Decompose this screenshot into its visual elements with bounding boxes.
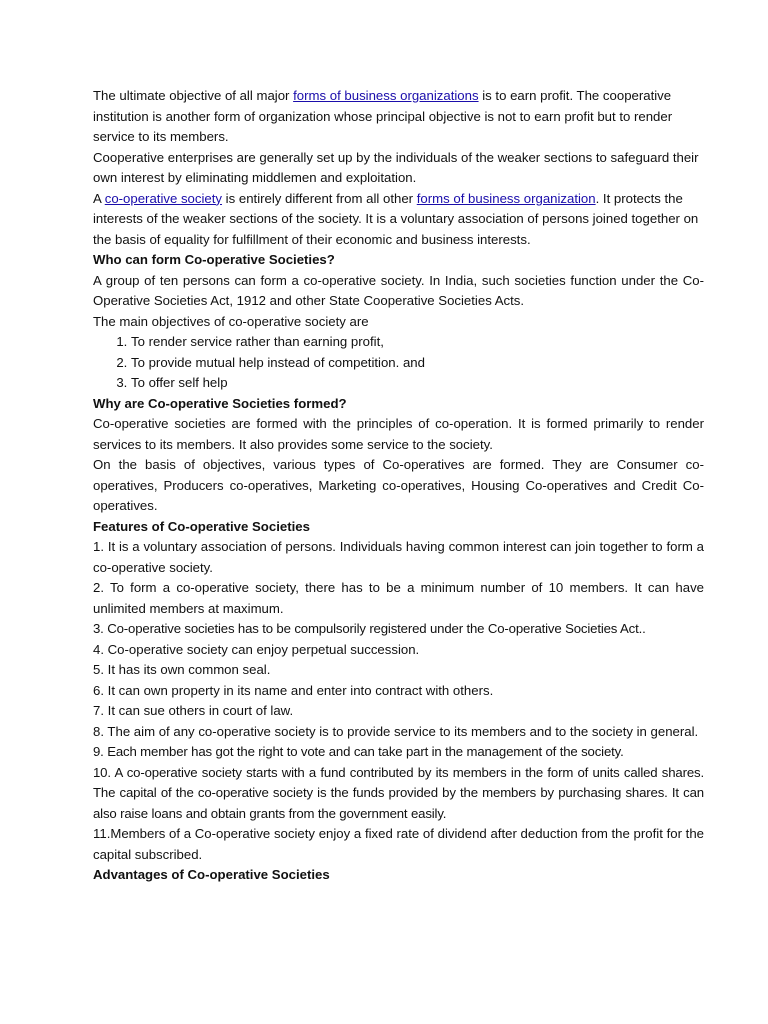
forms-of-business-organization-link[interactable]: forms of business organization [416,190,596,206]
feature-item: 9. Each member has got the right to vote and can take part in the management of the society. [93,744,624,759]
intro-paragraph-1 [93,86,704,148]
forms-of-business-organizations-link[interactable]: forms of business organizations [293,88,479,103]
intro-text: is entirely different from all other [222,190,417,206]
who-paragraph: A group of ten persons can form a co-operative society. In India, such societies function under the Co-Operative Societies Act, 1912 and other State Cooperative Societies Acts. [93,272,704,308]
feature-item: 4. Co-operative society can enjoy perpetual succession. [93,641,420,657]
feature-item: 3. Co-operative societies has to be compulsorily registered under the Co-operative Societies Act.. [93,621,646,636]
document-page [93,86,704,886]
co-operative-society-link[interactable]: co-operative society [104,190,223,206]
feature-item: 10. A co-operative society starts with a fund contributed by its members in the form of units called shares. The capital of the co-operative society is the funds provided by the members by purchasing shares. It can also raise loans and obtain grants from the government easily. [93,764,704,821]
feature-item: 7. It can sue others in court of law. [93,703,294,718]
intro-text: is to earn profit. The cooperative institution is another form of organization whose principal objective is not to earn profit but to render service to its members. [93,88,673,144]
why-paragraph-2: On the basis of objectives, various types of Co-operatives are formed. They are Consumer co-operatives, Producers co-operatives, Marketing co-operatives, Housing Co-operatives and Credit Co-operatives. [93,457,704,513]
intro-text: The ultimate objective of all major [93,88,294,103]
features-heading: Features of Co-operative Societies [93,518,310,534]
objectives-intro: The main objectives of co-operative society are [93,313,369,329]
objective-item: 2. To provide mutual help instead of competition. and [131,353,704,374]
feature-item: 1. It is a voluntary association of persons. Individuals having common interest can join together to form a co-operative society. [93,539,704,575]
feature-item: 5. It has its own common seal. [93,662,271,677]
intro-text: A [93,190,105,206]
feature-item: 11.Members of a Co-operative society enjoy a fixed rate of dividend after deduction from the profit for the capital subscribed. [93,826,704,862]
intro-paragraph-2: Cooperative enterprises are generally set up by the individuals of the weaker sections to safeguard their own interest by eliminating middlemen and exploitation. [93,149,699,185]
intro-text: . It protects the interests of the weaker sections of the society. It is a voluntary association of persons joined together on the basis of equality for fulfillment of their economic and business interests. [93,190,699,247]
feature-item: 2. To form a co-operative society, there has to be a minimum number of 10 members. It can have unlimited members at maximum. [93,580,704,616]
why-formed-heading: Why are Co-operative Societies formed? [93,395,347,411]
feature-item: 8. The aim of any co-operative society is to provide service to its members and to the society in general. [93,723,699,739]
objective-item: 1. To render service rather than earning profit, [131,332,704,353]
objectives-list [93,332,704,394]
intro-paragraph-3 [93,189,704,251]
why-paragraph-1: Co-operative societies are formed with the principles of co-operation. It is formed primarily to render services to its members. It also provides some service to the society. [93,416,704,452]
who-can-form-heading: Who can form Co-operative Societies? [93,252,335,267]
feature-item: 6. It can own property in its name and enter into contract with others. [93,682,494,698]
advantages-heading: Advantages of Co-operative Societies [93,867,330,882]
objective-item: 3. To offer self help [131,373,704,394]
